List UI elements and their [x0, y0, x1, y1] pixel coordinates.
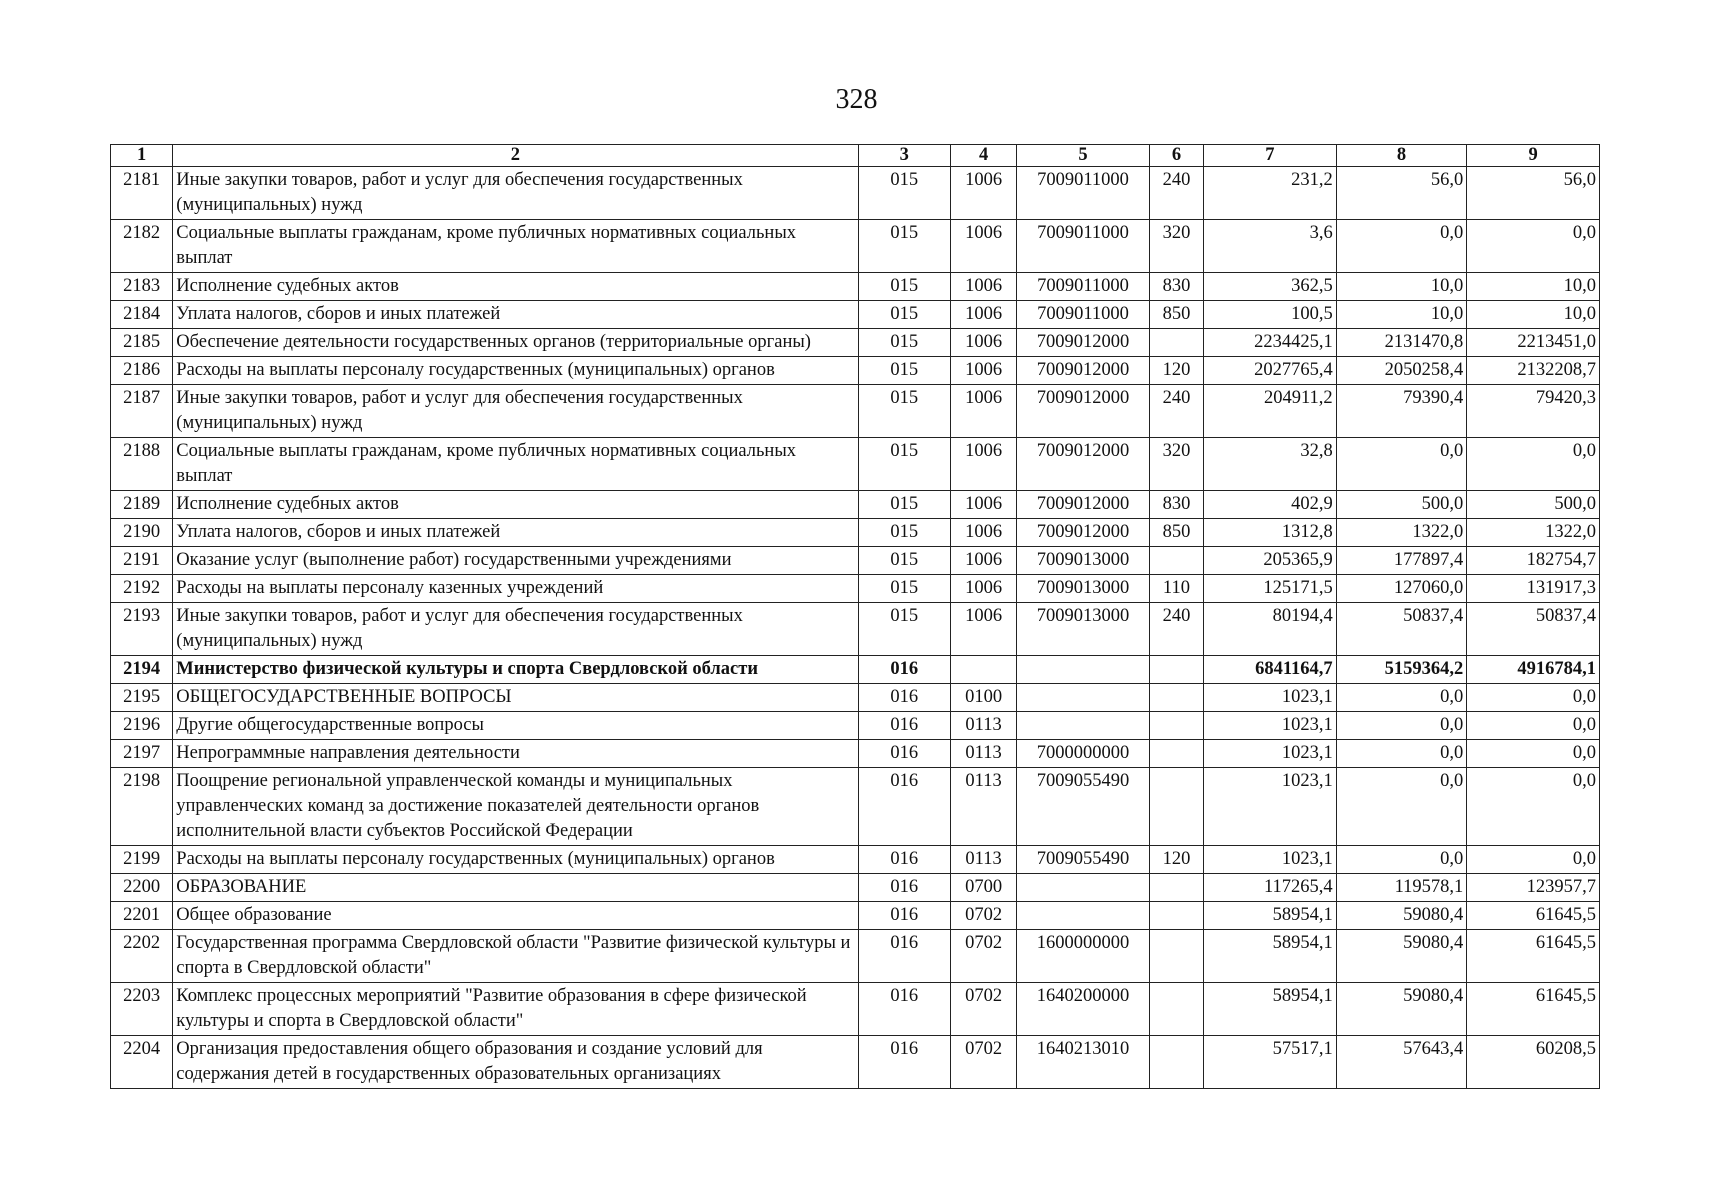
row-value-7: 57517,1 — [1204, 1036, 1337, 1089]
row-col-3: 015 — [858, 603, 950, 656]
row-value-8: 79390,4 — [1336, 385, 1467, 438]
row-col-3: 016 — [858, 874, 950, 902]
table-row — [111, 575, 1600, 603]
row-col-5: 7009013000 — [1017, 547, 1150, 575]
row-col-5 — [1017, 684, 1150, 712]
row-col-5: 1600000000 — [1017, 930, 1150, 983]
row-number: 2181 — [111, 167, 173, 220]
row-value-8: 0,0 — [1336, 438, 1467, 491]
row-value-8: 119578,1 — [1336, 874, 1467, 902]
row-name: Оказание услуг (выполнение работ) государственными учреждениями — [173, 547, 858, 575]
row-col-5: 7009012000 — [1017, 491, 1150, 519]
row-value-7: 1023,1 — [1204, 712, 1337, 740]
row-value-8: 0,0 — [1336, 684, 1467, 712]
table-row — [111, 846, 1600, 874]
row-col-3: 015 — [858, 329, 950, 357]
budget-table — [110, 144, 1600, 1089]
row-col-3: 016 — [858, 712, 950, 740]
row-col-4: 1006 — [950, 329, 1016, 357]
row-col-3: 016 — [858, 684, 950, 712]
header-col-3: 3 — [858, 145, 950, 167]
row-name: Иные закупки товаров, работ и услуг для обеспечения государственных (муниципальных) нужд — [173, 167, 858, 220]
row-col-5: 7009013000 — [1017, 575, 1150, 603]
row-value-9: 123957,7 — [1467, 874, 1600, 902]
row-value-7: 125171,5 — [1204, 575, 1337, 603]
row-value-9: 61645,5 — [1467, 983, 1600, 1036]
table-row — [111, 1036, 1600, 1089]
row-col-4: 0700 — [950, 874, 1016, 902]
row-name: Социальные выплаты гражданам, кроме публичных нормативных социальных выплат — [173, 220, 858, 273]
row-name: Министерство физической культуры и спорта Свердловской области — [173, 656, 858, 684]
row-name: Расходы на выплаты персоналу казенных учреждений — [173, 575, 858, 603]
row-value-7: 362,5 — [1204, 273, 1337, 301]
row-col-4: 1006 — [950, 491, 1016, 519]
table-row — [111, 983, 1600, 1036]
header-col-5: 5 — [1017, 145, 1150, 167]
table-row — [111, 519, 1600, 547]
row-col-3: 015 — [858, 301, 950, 329]
row-col-3: 015 — [858, 575, 950, 603]
row-value-9: 56,0 — [1467, 167, 1600, 220]
row-col-6 — [1149, 983, 1203, 1036]
table-row — [111, 902, 1600, 930]
row-col-3: 015 — [858, 357, 950, 385]
row-col-6 — [1149, 902, 1203, 930]
row-number: 2188 — [111, 438, 173, 491]
header-col-7: 7 — [1204, 145, 1337, 167]
row-value-8: 0,0 — [1336, 846, 1467, 874]
row-number: 2197 — [111, 740, 173, 768]
row-col-4: 1006 — [950, 438, 1016, 491]
row-value-7: 32,8 — [1204, 438, 1337, 491]
row-col-6: 850 — [1149, 301, 1203, 329]
row-name: Комплекс процессных мероприятий "Развитие образования в сфере физической культуры и спорта в Свердловской области" — [173, 983, 858, 1036]
row-col-5: 7009011000 — [1017, 220, 1150, 273]
row-number: 2201 — [111, 902, 173, 930]
row-number: 2184 — [111, 301, 173, 329]
table-row — [111, 385, 1600, 438]
row-number: 2191 — [111, 547, 173, 575]
row-col-5 — [1017, 874, 1150, 902]
row-col-3: 016 — [858, 846, 950, 874]
row-col-6: 240 — [1149, 385, 1203, 438]
row-value-7: 231,2 — [1204, 167, 1337, 220]
row-col-6 — [1149, 684, 1203, 712]
row-value-9: 60208,5 — [1467, 1036, 1600, 1089]
row-name: Организация предоставления общего образования и создание условий для содержания детей в государственных образовательных организациях — [173, 1036, 858, 1089]
row-col-5 — [1017, 712, 1150, 740]
row-col-4: 0702 — [950, 983, 1016, 1036]
row-value-7: 117265,4 — [1204, 874, 1337, 902]
row-col-6 — [1149, 712, 1203, 740]
row-col-4: 1006 — [950, 167, 1016, 220]
table-row — [111, 438, 1600, 491]
row-value-9: 1322,0 — [1467, 519, 1600, 547]
row-number: 2200 — [111, 874, 173, 902]
row-value-9: 61645,5 — [1467, 930, 1600, 983]
row-name: Непрограммные направления деятельности — [173, 740, 858, 768]
row-value-8: 59080,4 — [1336, 902, 1467, 930]
row-col-4: 0113 — [950, 846, 1016, 874]
row-value-8: 2131470,8 — [1336, 329, 1467, 357]
row-col-3: 016 — [858, 656, 950, 684]
row-name: Уплата налогов, сборов и иных платежей — [173, 301, 858, 329]
row-col-3: 015 — [858, 385, 950, 438]
row-value-7: 58954,1 — [1204, 983, 1337, 1036]
row-col-6 — [1149, 547, 1203, 575]
row-col-5: 7009012000 — [1017, 357, 1150, 385]
row-name: Исполнение судебных актов — [173, 273, 858, 301]
row-value-8: 56,0 — [1336, 167, 1467, 220]
row-col-4: 0100 — [950, 684, 1016, 712]
row-name: Обеспечение деятельности государственных органов (территориальные органы) — [173, 329, 858, 357]
row-col-6: 850 — [1149, 519, 1203, 547]
row-value-7: 1312,8 — [1204, 519, 1337, 547]
row-value-9: 182754,7 — [1467, 547, 1600, 575]
row-col-5: 7009013000 — [1017, 603, 1150, 656]
header-col-8: 8 — [1336, 145, 1467, 167]
row-col-6: 320 — [1149, 220, 1203, 273]
row-value-9: 10,0 — [1467, 301, 1600, 329]
row-number: 2183 — [111, 273, 173, 301]
row-value-7: 204911,2 — [1204, 385, 1337, 438]
row-name: Расходы на выплаты персоналу государственных (муниципальных) органов — [173, 846, 858, 874]
row-value-8: 0,0 — [1336, 712, 1467, 740]
row-value-9: 0,0 — [1467, 846, 1600, 874]
table-row — [111, 740, 1600, 768]
row-value-9: 79420,3 — [1467, 385, 1600, 438]
table-row — [111, 273, 1600, 301]
row-number: 2195 — [111, 684, 173, 712]
row-number: 2194 — [111, 656, 173, 684]
header-col-9: 9 — [1467, 145, 1600, 167]
row-value-7: 1023,1 — [1204, 768, 1337, 846]
row-col-4: 0702 — [950, 902, 1016, 930]
table-row — [111, 301, 1600, 329]
row-col-6 — [1149, 768, 1203, 846]
row-col-4: 1006 — [950, 220, 1016, 273]
row-col-4: 0113 — [950, 768, 1016, 846]
row-value-9: 0,0 — [1467, 712, 1600, 740]
row-value-8: 500,0 — [1336, 491, 1467, 519]
row-number: 2192 — [111, 575, 173, 603]
row-number: 2185 — [111, 329, 173, 357]
row-col-5: 7009012000 — [1017, 438, 1150, 491]
row-value-7: 100,5 — [1204, 301, 1337, 329]
header-col-6: 6 — [1149, 145, 1203, 167]
table-row — [111, 874, 1600, 902]
row-number: 2198 — [111, 768, 173, 846]
row-number: 2202 — [111, 930, 173, 983]
row-col-3: 015 — [858, 167, 950, 220]
row-number: 2203 — [111, 983, 173, 1036]
row-value-9: 131917,3 — [1467, 575, 1600, 603]
table-body — [111, 167, 1600, 1089]
row-col-6: 120 — [1149, 357, 1203, 385]
row-col-6 — [1149, 930, 1203, 983]
row-col-5: 7009011000 — [1017, 167, 1150, 220]
row-value-9: 61645,5 — [1467, 902, 1600, 930]
row-name: Социальные выплаты гражданам, кроме публичных нормативных социальных выплат — [173, 438, 858, 491]
row-value-9: 0,0 — [1467, 740, 1600, 768]
table-row — [111, 656, 1600, 684]
row-col-3: 015 — [858, 491, 950, 519]
row-value-7: 58954,1 — [1204, 902, 1337, 930]
row-col-6 — [1149, 656, 1203, 684]
row-col-3: 016 — [858, 983, 950, 1036]
row-col-5: 7000000000 — [1017, 740, 1150, 768]
page-number: 328 — [835, 84, 878, 115]
row-col-4: 1006 — [950, 547, 1016, 575]
table-row — [111, 357, 1600, 385]
row-value-8: 177897,4 — [1336, 547, 1467, 575]
row-value-8: 0,0 — [1336, 220, 1467, 273]
row-col-5 — [1017, 656, 1150, 684]
row-col-3: 016 — [858, 902, 950, 930]
table-row — [111, 712, 1600, 740]
row-col-5: 7009012000 — [1017, 329, 1150, 357]
row-value-9: 2132208,7 — [1467, 357, 1600, 385]
row-value-8: 1322,0 — [1336, 519, 1467, 547]
row-col-4: 0702 — [950, 1036, 1016, 1089]
row-col-6: 110 — [1149, 575, 1203, 603]
header-col-4: 4 — [950, 145, 1016, 167]
row-value-7: 58954,1 — [1204, 930, 1337, 983]
row-col-6: 240 — [1149, 603, 1203, 656]
row-number: 2190 — [111, 519, 173, 547]
row-number: 2189 — [111, 491, 173, 519]
table-row — [111, 220, 1600, 273]
row-number: 2204 — [111, 1036, 173, 1089]
row-col-3: 015 — [858, 547, 950, 575]
table-row — [111, 603, 1600, 656]
row-name: Поощрение региональной управленческой команды и муниципальных управленческих команд за достижение показателей деятельности органов исполнительной власти субъектов Российской Федерации — [173, 768, 858, 846]
row-col-6 — [1149, 1036, 1203, 1089]
row-value-9: 0,0 — [1467, 220, 1600, 273]
table-row — [111, 547, 1600, 575]
row-value-8: 50837,4 — [1336, 603, 1467, 656]
row-value-9: 0,0 — [1467, 684, 1600, 712]
row-col-5: 7009012000 — [1017, 519, 1150, 547]
header-col-2: 2 — [173, 145, 858, 167]
row-number: 2193 — [111, 603, 173, 656]
row-name: Государственная программа Свердловской области "Развитие физической культуры и спорта в Свердловской области" — [173, 930, 858, 983]
row-col-6 — [1149, 874, 1203, 902]
row-name: Другие общегосударственные вопросы — [173, 712, 858, 740]
row-col-5: 7009012000 — [1017, 385, 1150, 438]
row-col-4: 1006 — [950, 575, 1016, 603]
row-value-7: 6841164,7 — [1204, 656, 1337, 684]
row-col-6 — [1149, 329, 1203, 357]
row-col-4: 1006 — [950, 273, 1016, 301]
row-value-8: 0,0 — [1336, 768, 1467, 846]
row-value-9: 2213451,0 — [1467, 329, 1600, 357]
table-row — [111, 930, 1600, 983]
table-row — [111, 684, 1600, 712]
row-value-8: 57643,4 — [1336, 1036, 1467, 1089]
row-number: 2182 — [111, 220, 173, 273]
row-name: ОБРАЗОВАНИЕ — [173, 874, 858, 902]
row-col-6: 120 — [1149, 846, 1203, 874]
row-value-7: 1023,1 — [1204, 846, 1337, 874]
row-col-3: 015 — [858, 220, 950, 273]
table-row — [111, 329, 1600, 357]
row-value-9: 10,0 — [1467, 273, 1600, 301]
row-value-9: 50837,4 — [1467, 603, 1600, 656]
row-col-4: 0702 — [950, 930, 1016, 983]
row-col-5: 7009011000 — [1017, 301, 1150, 329]
row-name: Расходы на выплаты персоналу государственных (муниципальных) органов — [173, 357, 858, 385]
row-col-4: 1006 — [950, 357, 1016, 385]
row-value-8: 10,0 — [1336, 301, 1467, 329]
row-col-4 — [950, 656, 1016, 684]
row-number: 2196 — [111, 712, 173, 740]
row-value-7: 2027765,4 — [1204, 357, 1337, 385]
row-name: Уплата налогов, сборов и иных платежей — [173, 519, 858, 547]
row-col-3: 016 — [858, 740, 950, 768]
row-col-4: 1006 — [950, 603, 1016, 656]
row-value-8: 0,0 — [1336, 740, 1467, 768]
row-name: Иные закупки товаров, работ и услуг для обеспечения государственных (муниципальных) нужд — [173, 603, 858, 656]
row-value-9: 0,0 — [1467, 768, 1600, 846]
row-col-6 — [1149, 740, 1203, 768]
row-value-8: 59080,4 — [1336, 930, 1467, 983]
row-col-3: 015 — [858, 519, 950, 547]
row-col-4: 0113 — [950, 712, 1016, 740]
row-value-7: 205365,9 — [1204, 547, 1337, 575]
row-col-6: 240 — [1149, 167, 1203, 220]
row-number: 2186 — [111, 357, 173, 385]
row-col-4: 1006 — [950, 519, 1016, 547]
row-col-5: 1640213010 — [1017, 1036, 1150, 1089]
row-value-8: 5159364,2 — [1336, 656, 1467, 684]
row-value-9: 0,0 — [1467, 438, 1600, 491]
table-row — [111, 167, 1600, 220]
row-value-7: 1023,1 — [1204, 684, 1337, 712]
row-number: 2187 — [111, 385, 173, 438]
header-col-1: 1 — [111, 145, 173, 167]
row-name: Исполнение судебных актов — [173, 491, 858, 519]
row-col-3: 015 — [858, 273, 950, 301]
row-col-3: 016 — [858, 930, 950, 983]
row-col-4: 0113 — [950, 740, 1016, 768]
row-col-6: 830 — [1149, 491, 1203, 519]
row-col-5: 7009055490 — [1017, 846, 1150, 874]
table-row — [111, 491, 1600, 519]
row-col-3: 016 — [858, 768, 950, 846]
row-value-8: 59080,4 — [1336, 983, 1467, 1036]
row-name: ОБЩЕГОСУДАРСТВЕННЫЕ ВОПРОСЫ — [173, 684, 858, 712]
row-value-9: 4916784,1 — [1467, 656, 1600, 684]
row-value-9: 500,0 — [1467, 491, 1600, 519]
row-value-8: 127060,0 — [1336, 575, 1467, 603]
table-row — [111, 768, 1600, 846]
row-name: Общее образование — [173, 902, 858, 930]
row-col-6: 320 — [1149, 438, 1203, 491]
row-col-3: 015 — [858, 438, 950, 491]
row-col-5: 7009011000 — [1017, 273, 1150, 301]
row-value-7: 80194,4 — [1204, 603, 1337, 656]
header-row — [111, 145, 1600, 167]
row-col-5: 7009055490 — [1017, 768, 1150, 846]
row-value-7: 402,9 — [1204, 491, 1337, 519]
row-col-5: 1640200000 — [1017, 983, 1150, 1036]
row-value-7: 1023,1 — [1204, 740, 1337, 768]
row-number: 2199 — [111, 846, 173, 874]
row-col-3: 016 — [858, 1036, 950, 1089]
row-col-4: 1006 — [950, 385, 1016, 438]
row-value-8: 10,0 — [1336, 273, 1467, 301]
row-value-7: 3,6 — [1204, 220, 1337, 273]
row-value-8: 2050258,4 — [1336, 357, 1467, 385]
row-col-4: 1006 — [950, 301, 1016, 329]
row-col-5 — [1017, 902, 1150, 930]
row-value-7: 2234425,1 — [1204, 329, 1337, 357]
row-col-6: 830 — [1149, 273, 1203, 301]
row-name: Иные закупки товаров, работ и услуг для обеспечения государственных (муниципальных) нужд — [173, 385, 858, 438]
